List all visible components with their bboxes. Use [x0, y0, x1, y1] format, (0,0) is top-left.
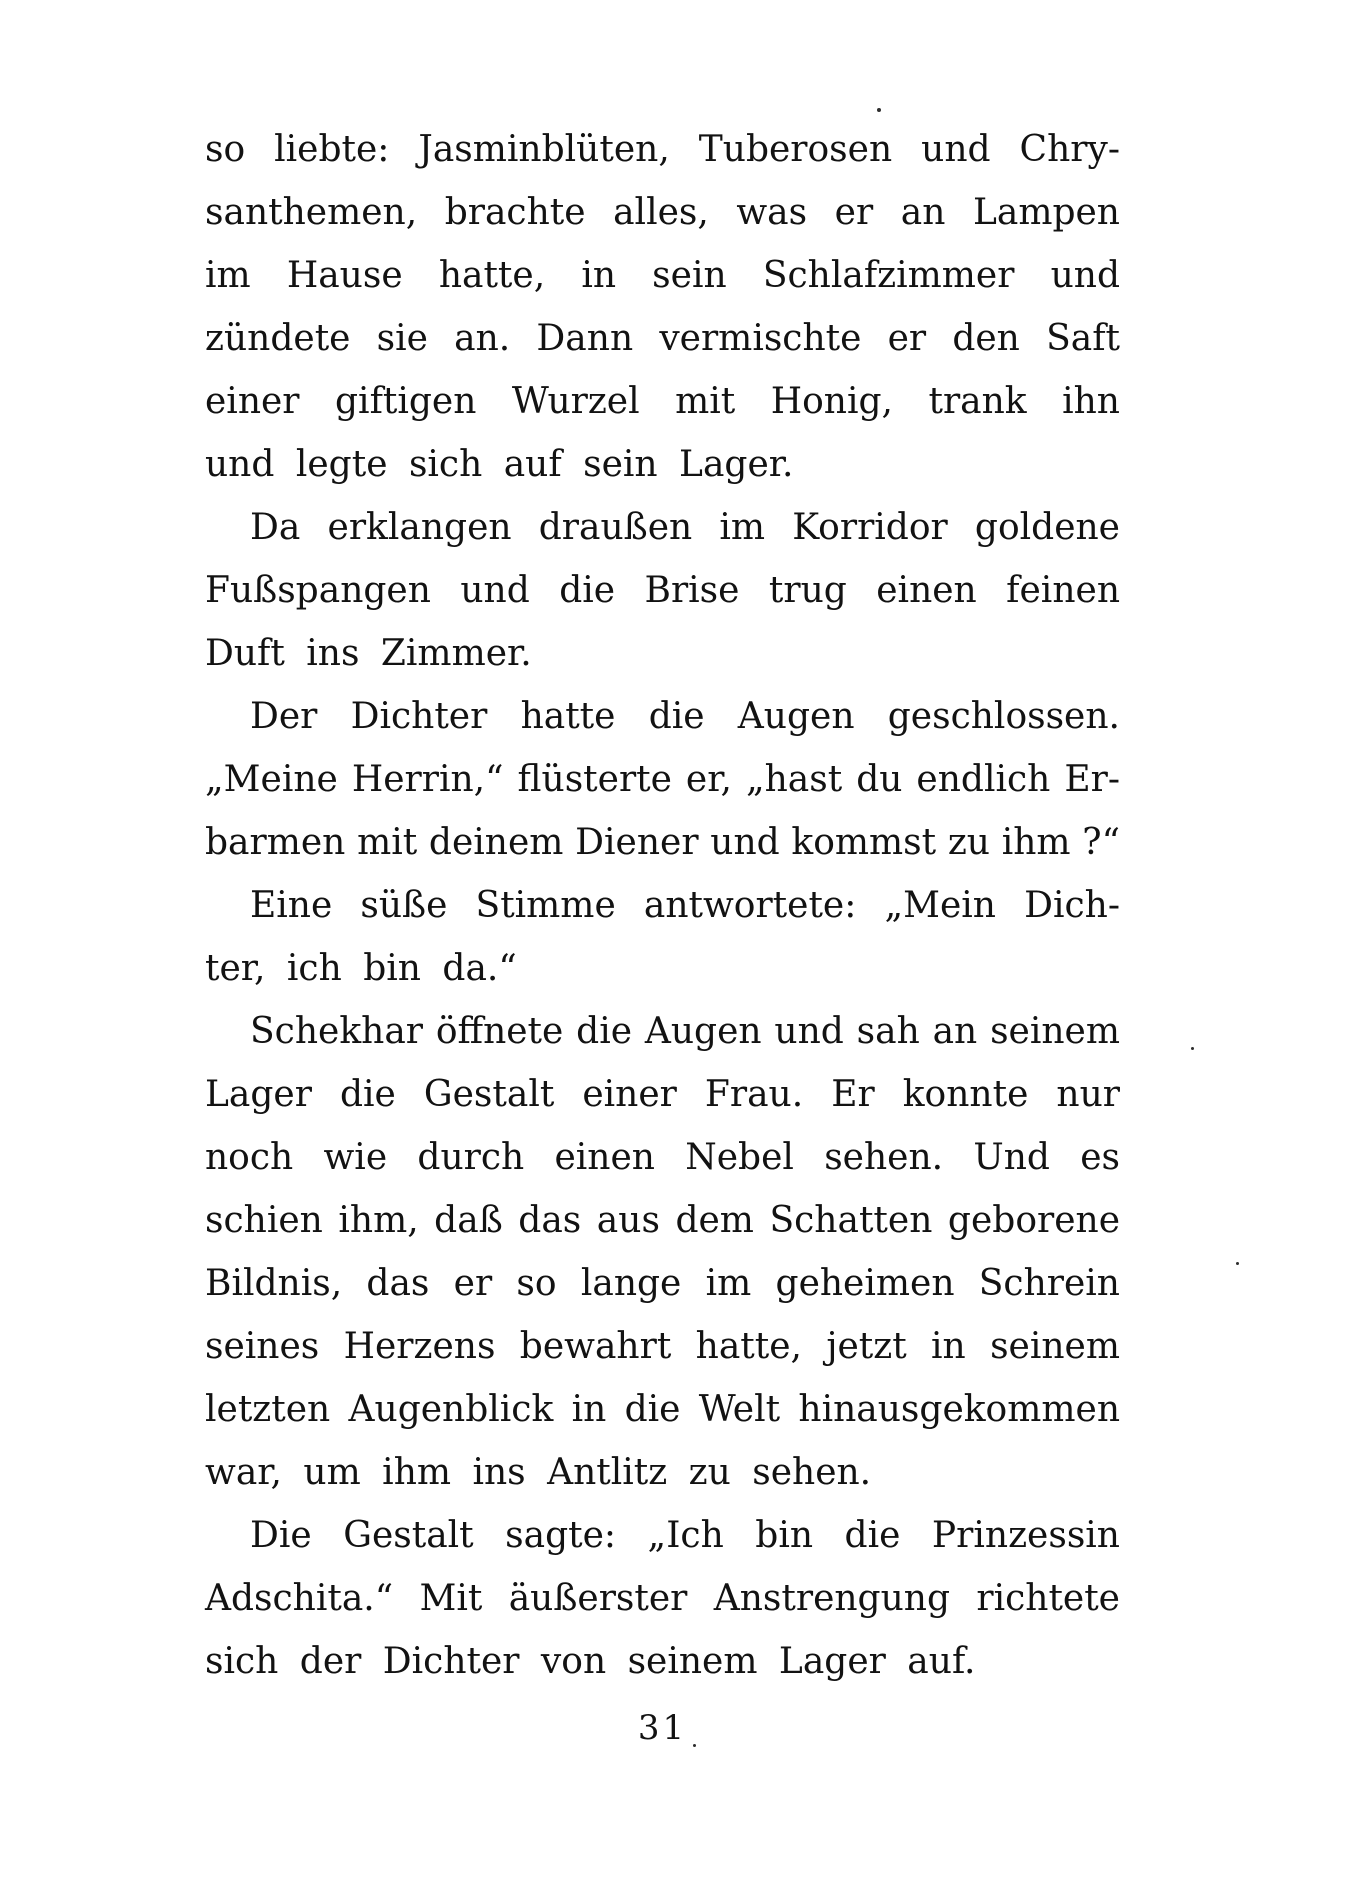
- text-line: Die Gestalt sagte: „Ich bin die Prinzessin: [250, 1515, 1120, 1556]
- text-line: letzten Augenblick in die Welt hinausgekommen: [205, 1389, 1120, 1430]
- text-line: so liebte: Jasminblüten, Tuberosen und Chry-: [205, 129, 1120, 170]
- paragraph: [205, 1000, 1120, 1504]
- scan-speck: [1191, 1047, 1194, 1050]
- scan-speck: [877, 108, 881, 112]
- paragraph: [205, 1504, 1120, 1693]
- text-line: barmen mit deinem Diener und kommst zu ihm ?“: [205, 822, 1120, 863]
- text-line: Schekhar öffnete die Augen und sah an seinem: [250, 1011, 1120, 1052]
- text-line: seines Herzens bewahrt hatte, jetzt in seinem: [205, 1326, 1120, 1367]
- text-line: Da erklangen draußen im Korridor goldene: [250, 507, 1120, 548]
- text-line: war, um ihm ins Antlitz zu sehen.: [205, 1452, 872, 1493]
- text-line: sich der Dichter von seinem Lager auf.: [205, 1641, 976, 1682]
- text-line: Der Dichter hatte die Augen geschlossen.: [250, 696, 1120, 737]
- scan-speck: [693, 1744, 696, 1747]
- text-line: „Meine Herrin,“ flüsterte er, „hast du endlich Er-: [205, 759, 1120, 800]
- page-text: [205, 118, 1120, 1693]
- text-line: schien ihm, daß das aus dem Schatten geborene: [205, 1200, 1120, 1241]
- paragraph: [205, 874, 1120, 1000]
- paragraph: [205, 685, 1120, 874]
- text-line: Duft ins Zimmer.: [205, 633, 532, 674]
- page-number: 31: [637, 1708, 688, 1748]
- paragraph: [205, 496, 1120, 685]
- text-line: ter, ich bin da.“: [205, 948, 517, 989]
- text-line: noch wie durch einen Nebel sehen. Und es: [205, 1137, 1120, 1178]
- text-line: Adschita.“ Mit äußerster Anstrengung richtete: [205, 1578, 1120, 1619]
- text-line: einer giftigen Wurzel mit Honig, trank ihn: [205, 381, 1120, 422]
- paragraph: [205, 118, 1120, 496]
- text-line: und legte sich auf sein Lager.: [205, 444, 794, 485]
- text-line: zündete sie an. Dann vermischte er den Saft: [205, 318, 1120, 359]
- scan-speck: [1236, 1262, 1239, 1265]
- text-line: Lager die Gestalt einer Frau. Er konnte nur: [205, 1074, 1120, 1115]
- text-line: Bildnis, das er so lange im geheimen Schrein: [205, 1263, 1120, 1304]
- text-line: Eine süße Stimme antwortete: „Mein Dich-: [250, 885, 1120, 926]
- text-line: Fußspangen und die Brise trug einen feinen: [205, 570, 1120, 611]
- text-line: santhemen, brachte alles, was er an Lampen: [205, 192, 1120, 233]
- text-line: im Hause hatte, in sein Schlafzimmer und: [205, 255, 1120, 296]
